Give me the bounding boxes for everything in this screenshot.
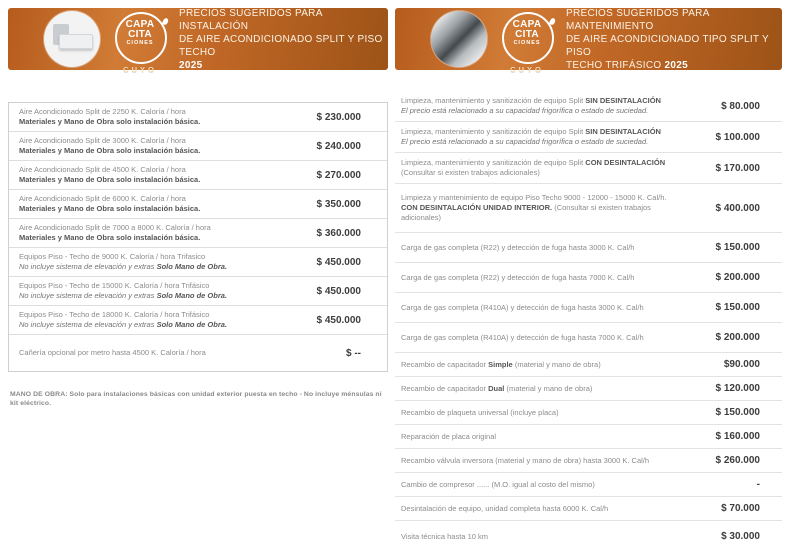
row-line2-bold: Solo Mano de Obra. [156,262,228,271]
row-description [401,432,674,442]
row-line1: Desintalación de equipo, unidad completa hasta 6000 K. Cal/h [401,503,609,513]
row-line1: Carga de gas completa (R410A) y detección de fuga hasta 3000 K. Cal/h [401,302,644,312]
price-row [9,160,387,189]
row-line1: Cañería opcional por metro hasta 4500 K. Caloría / hora [19,348,206,357]
row-description [401,456,674,466]
row-price: $ 450.000 [316,285,361,297]
row-line1: Limpieza y mantenimiento de equipo Piso Techo 9000 - 12000 - 15000 K. Cal/h. [401,193,667,202]
title-year: 2025 [664,59,688,71]
title-line2: DE AIRE ACONDICIONADO SPLIT Y PISO TECHO [179,33,383,58]
row-price: $ 100.000 [715,131,760,143]
row-line1-bold: Dual [488,383,505,393]
row-price: $ 270.000 [316,169,361,181]
price-row [395,353,782,377]
mano-de-obra-footnote [8,390,388,408]
logo-text: CIONES [513,40,541,46]
logo-subtext: CUYO [510,65,544,74]
logo-text: CAPA [512,19,542,30]
row-description [19,194,289,214]
maintenance-header-banner [395,7,782,74]
row-description [401,96,674,116]
price-row [395,122,782,153]
price-row [395,521,782,548]
price-row [395,153,782,184]
logo-text: CITA [515,29,539,40]
row-price: $ 150.000 [715,302,760,313]
row-line1: Aire Acondicionado Split de 4500 K. Caloría / hora [19,165,186,174]
row-line2: (Consultar si existen trabajos adicionales) [401,168,540,177]
row-description [19,136,289,156]
row-price: $ 230.000 [316,111,361,123]
installation-price-table [8,102,388,372]
row-line1 [401,384,674,394]
row-line1: Aire Acondicionado Split de 7000 a 8000 K. Caloría / hora [19,223,211,232]
row-line1-text: Limpieza, mantenimiento y sanitización de equipo Split [401,96,586,105]
row-line1 [401,127,674,137]
row-line2-bold: Solo Mano de Obra. [156,320,228,329]
title-line3 [566,59,782,72]
title-year: 2025 [179,59,203,71]
row-description [19,348,289,358]
capacitaciones-cuyo-logo [113,14,167,74]
row-description [401,384,674,394]
row-line2-text: No incluye sistema de elevación y extras [19,262,157,271]
price-row [395,425,782,449]
row-description [19,252,289,272]
row-line1-text: Recambio de capacitador [401,383,489,393]
row-line1-bold: SIN DESINTALACIÓN [585,127,661,136]
row-line1: Recambio de plaqueta universal (incluye placa) [401,407,559,417]
row-price: $ 360.000 [316,227,361,239]
row-line2 [401,203,674,223]
capacitaciones-cuyo-logo [500,14,554,74]
price-row [9,247,387,276]
row-description [19,223,289,243]
row-line2-text: No incluye sistema de elevación y extras [19,320,157,329]
row-description [401,408,674,418]
split-ac-photo-icon [44,11,100,67]
row-price: $ 170.000 [715,162,760,174]
row-line1-bold: CON DESINTALACIÓN [585,158,666,167]
row-line1: Equipos Piso - Techo de 15000 K. Caloría / hora Trifásico [19,281,210,290]
row-line2: Materiales y Mano de Obra solo instalación básica. [19,117,201,126]
row-description [19,281,289,301]
row-description [401,243,674,253]
row-description [19,107,289,127]
row-price: $90.000 [723,359,760,370]
row-line2-text: No incluye sistema de elevación y extras [19,291,157,300]
row-description [19,310,289,330]
row-description [401,303,674,313]
row-line1-text: (material y mano de obra) [504,383,593,393]
row-line1-text: Limpieza, mantenimiento y sanitización de equipo Split [401,127,586,136]
row-description [401,273,674,283]
row-line1: Cambio de compresor ...... (M.O. igual al costo del mismo) [401,479,595,489]
price-row [9,334,387,371]
price-row [9,218,387,247]
row-line1: Equipos Piso - Techo de 9000 K. Caloría / hora Trifasico [19,252,206,261]
row-price: - [756,479,760,490]
price-row [395,91,782,122]
row-description [401,127,674,147]
row-description [401,504,674,514]
row-price: $ 200.000 [715,272,760,283]
row-line1-bold: SIN DESINTALACIÓN [585,96,661,105]
row-line2: Materiales y Mano de Obra solo instalación básica. [19,204,201,213]
row-price: $ 160.000 [715,431,760,442]
maintenance-title [566,7,782,72]
row-price: $ 70.000 [721,503,760,514]
logo-ring [115,12,167,64]
row-price: $ 80.000 [721,100,760,112]
row-line2: Materiales y Mano de Obra solo instalación básica. [19,146,201,155]
maintenance-photo-shape [431,11,487,67]
price-row [395,449,782,473]
title-line3-pre: TECHO TRIFÁSICO [566,59,665,71]
row-line1-text: (material y mano de obra) [512,359,601,369]
row-line1: Aire Acondicionado Split de 3000 K. Caloría / hora [19,136,186,145]
row-price: $ 240.000 [316,140,361,152]
logo-text: CAPA [125,19,155,30]
row-price: $ 200.000 [715,332,760,343]
row-line2: Materiales y Mano de Obra solo instalación básica. [19,233,201,242]
price-row [395,263,782,293]
row-price: $ 450.000 [316,314,361,326]
logo-ring [502,12,554,64]
row-line1: Reparación de placa original [401,431,497,441]
ac-indoor-unit-shape [59,34,93,49]
row-line2-bold: CON DESINTALACIÓN UNIDAD INTERIOR. [401,203,553,212]
price-row [9,103,387,131]
row-description [401,360,674,370]
row-description [401,532,674,542]
logo-accent-mark [162,17,169,25]
price-row [9,189,387,218]
row-price: $ 30.000 [721,531,760,542]
logo-accent-mark [549,17,556,25]
footnote-lead: MANO DE OBRA: [10,391,68,398]
row-description [401,158,674,178]
row-price: $ 260.000 [715,455,760,466]
title-line3 [179,59,388,72]
row-description [401,480,674,490]
price-row [395,233,782,263]
row-line2-text: (Consultar si existen trabajos adicionales) [401,203,651,222]
row-line1-text: Recambio de capacitador [401,359,489,369]
row-price: $ 350.000 [316,198,361,210]
price-row [395,377,782,401]
price-row [395,323,782,353]
row-line1: Recambio válvula inversora (material y mano de obra) hasta 3000 K. Cal/h [401,455,650,465]
row-line1 [401,96,674,106]
row-price: $ 450.000 [316,256,361,268]
logo-text: CITA [128,29,152,40]
price-row [395,497,782,521]
row-line1: Equipos Piso - Techo de 18000 K. Caloría / hora Trifásico [19,310,210,319]
row-line1 [401,158,674,168]
row-line2 [19,262,289,272]
price-row [9,131,387,160]
row-line1: Carga de gas completa (R22) y detección de fuga hasta 3000 K. Cal/h [401,242,635,252]
row-line2: El precio está relacionado a su capacidad frigorífica o estado de suciedad. [401,137,649,146]
row-price: $ 150.000 [715,242,760,253]
price-row [395,401,782,425]
maintenance-photo-icon [431,11,487,67]
row-line2 [19,320,289,330]
row-line1: Aire Acondicionado Split de 6000 K. Caloría / hora [19,194,186,203]
title-line1: PRECIOS SUGERIDOS PARA MANTENIMIENTO [566,7,710,32]
row-line2 [19,291,289,301]
maintenance-panel [395,0,782,542]
row-description [401,333,674,343]
row-line1: Carga de gas completa (R22) y detección de fuga hasta 7000 K. Cal/h [401,272,635,282]
row-line1: Visita técnica hasta 10 km [401,531,488,541]
title-line2: DE AIRE ACONDICIONADO TIPO SPLIT Y PISO [566,33,769,58]
title-line1: PRECIOS SUGERIDOS PARA INSTALACIÓN [179,7,323,32]
price-row [395,473,782,497]
price-row [9,276,387,305]
row-line2: El precio está relacionado a su capacidad frigorífica o estado de suciedad. [401,106,649,115]
price-row [395,184,782,233]
logo-text: CIONES [126,40,154,46]
row-line1-text: Limpieza, mantenimiento y sanitización de equipo Split [401,158,586,167]
row-line1-bold: Simple [488,359,513,369]
row-line2: Materiales y Mano de Obra solo instalación básica. [19,175,201,184]
logo-subtext: CUYO [123,65,157,74]
price-row [395,293,782,323]
maintenance-price-list [395,91,782,548]
installation-header-banner [8,7,388,74]
row-line1 [401,360,674,370]
price-row [9,305,387,334]
row-price: $ 150.000 [715,407,760,418]
row-price: $ 120.000 [715,383,760,394]
row-line2-bold: Solo Mano de Obra. [156,291,228,300]
row-description [401,193,674,223]
installation-panel [8,0,388,473]
row-price: $ -- [346,347,361,359]
row-line1: Aire Acondicionado Split de 2250 K. Caloría / hora [19,107,186,116]
row-price: $ 400.000 [715,202,760,214]
footnote-rest: Solo para instalaciones básicas con unidad exterior puesta en techo - No incluye ménsulas ni kit eléctrico. [10,391,382,407]
row-line1: Carga de gas completa (R410A) y detección de fuga hasta 7000 K. Cal/h [401,332,644,342]
installation-title [179,7,388,72]
row-description [19,165,289,185]
